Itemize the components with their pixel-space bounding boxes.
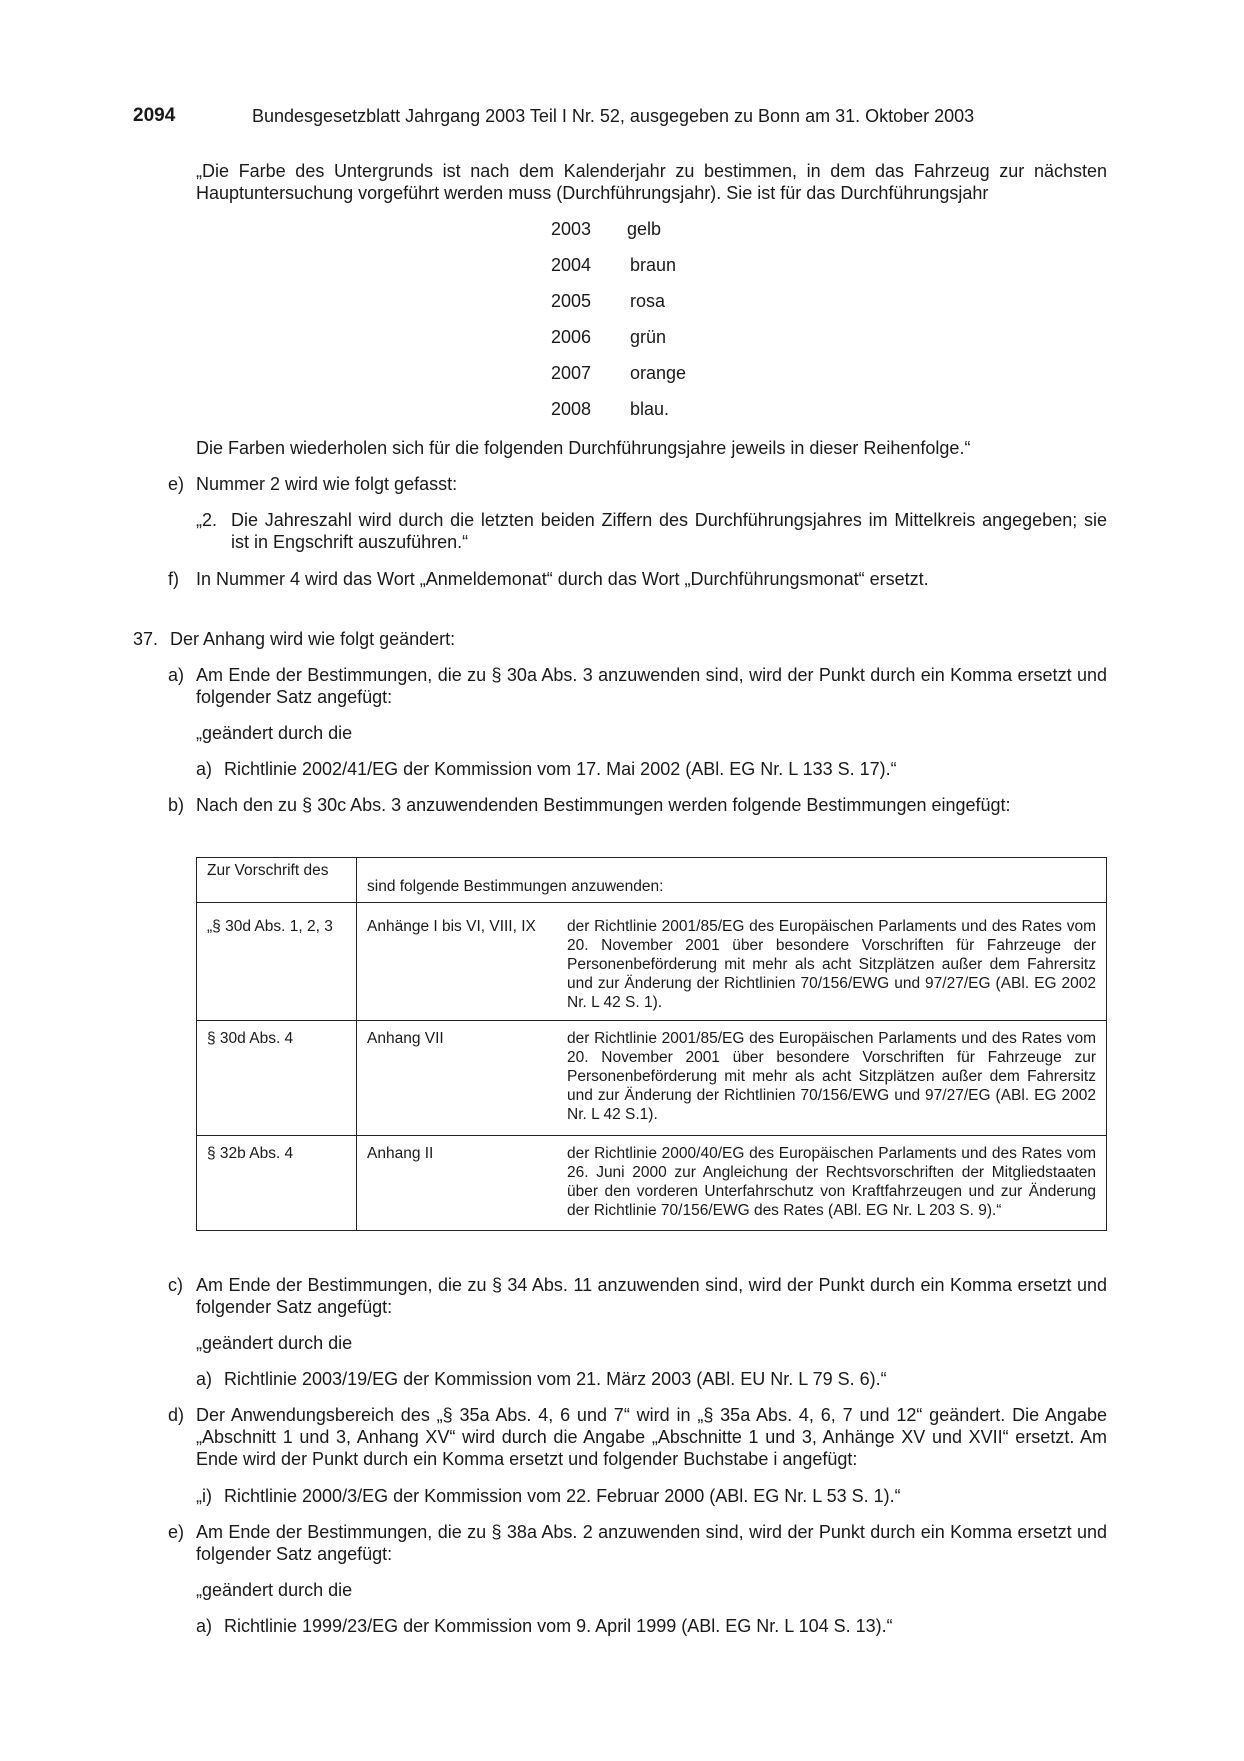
page-header-title: Bundesgesetzblatt Jahrgang 2003 Teil I Nr. 52, ausgegeben zu Bonn am 31. Oktober 2003 [252,106,975,126]
section-37-e-quote: „geändert durch die [196,1580,353,1600]
item-f-text: In Nummer 4 wird das Wort „Anmeldemonat“ durch das Wort „Durchführungsmonat“ ersetzt. [196,569,929,589]
section-37-a-label: a) [168,665,185,685]
color-name: rosa [630,291,666,311]
section-37-e-text: Am Ende der Bestimmungen, die zu § 38a Abs. 2 anzuwenden sind, wird der Punkt durch ein Komma ersetzt und folgender Satz angefügt: [196,1522,1107,1564]
table-cell-anhang: Anhänge I bis VI, VIII, IX [367,918,536,935]
section-37-b-text: Nach den zu § 30c Abs. 3 anzuwendenden Bestimmungen werden folgende Bestimmungen eingefügt: [196,795,1011,815]
section-37-b-label: b) [168,795,185,815]
color-name: grün [630,327,667,347]
section-37-e-sub-label: a) [196,1616,213,1636]
table-cell-vorschrift: „§ 30d Abs. 1, 2, 3 [197,903,357,1021]
section-37-d-text: Der Anwendungsbereich des „§ 35a Abs. 4, 6 und 7“ wird in „§ 35a Abs. 4, 6, 7 und 12“ geändert. Die Angabe „Abschnitt 1 und 3, Anhang XV“ wird durch die Angabe „Abschnitte 1 und 3, Anhänge XV und XVII“ ersetzt. Am Ende wird der Punkt durch ein Komma ersetzt und folgender Buchstabe i angefügt: [196,1405,1107,1469]
color-year: 2004 [551,255,592,275]
section-37-e-label: e) [168,1522,185,1542]
section-37-c-sub-label: a) [196,1369,213,1389]
table-cell-vorschrift: § 30d Abs. 4 [197,1021,357,1136]
item-e-sub-label: „2. [196,510,218,530]
table-row [197,1021,1107,1136]
table-cell-content [357,1136,1107,1231]
table-header-row [197,858,1107,903]
table-cell-vorschrift: § 32b Abs. 4 [197,1136,357,1231]
table-cell-text: der Richtlinie 2000/40/EG des Europäischen Parlaments und des Rates vom 26. Juni 2000 zur Angleichung der Rechtsvorschriften der Mitgliedstaaten über den vorderen Unterfahrschutz von Kraftfahrzeugen und zur Änderung der Richtlinie 70/156/EWG des Rates (ABl. EG Nr. L 203 S. 9).“ [567,1145,1096,1219]
table-header-bestimmungen: sind folgende Bestimmungen anzuwenden: [357,858,1107,903]
section-37-a-quote: „geändert durch die [196,723,353,743]
section-37-label: 37. [133,629,159,649]
section-37-text: Der Anhang wird wie folgt geändert: [170,629,456,649]
section-37-e-sub-text: Richtlinie 1999/23/EG der Kommission vom 9. April 1999 (ABl. EG Nr. L 104 S. 13).“ [224,1616,893,1636]
intro-paragraph: „Die Farbe des Untergrunds ist nach dem Kalenderjahr zu bestimmen, in dem das Fahrzeug zur nächsten Hauptuntersuchung vorgeführt werden muss (Durchführungsjahr). Sie ist für das Durchführungsjahr [196,161,1107,203]
table-row [197,1136,1107,1231]
provisions-table [196,857,1107,1231]
section-37-d-sub-label: „i) [196,1486,212,1506]
item-e-sub-text: Die Jahreszahl wird durch die letzten beiden Ziffern des Durchführungsjahres im Mittelkreis angegeben; sie ist in Engschrift auszuführen.“ [231,510,1107,552]
table-cell-content [357,903,1107,1021]
color-name: braun [630,255,677,275]
page-number: 2094 [133,105,176,126]
color-name: gelb [627,219,662,239]
section-37-c-sub-text: Richtlinie 2003/19/EG der Kommission vom 21. März 2003 (ABl. EU Nr. L 79 S. 6).“ [224,1369,887,1389]
item-e-label: e) [168,474,185,494]
table-cell-text: der Richtlinie 2001/85/EG des Europäischen Parlaments und des Rates vom 20. November 2001 über besondere Vorschriften für Fahrzeuge zur Personenbeförderung mit mehr als acht Sitzplätzen außer dem Fahrersitz und zur Änderung der Richtlinien 70/156/EWG und 97/27/EG (ABl. EG 2002 Nr. L 42 S.1). [567,1030,1096,1123]
color-year: 2007 [551,363,592,383]
section-37-d-label: d) [168,1405,185,1425]
color-year: 2003 [551,219,592,239]
section-37-c-label: c) [168,1275,183,1295]
color-name: blau. [630,399,670,419]
table-cell-content [357,1021,1107,1136]
section-37-a-sub-text: Richtlinie 2002/41/EG der Kommission vom 17. Mai 2002 (ABl. EG Nr. L 133 S. 17).“ [224,759,897,779]
color-name: orange [630,363,687,383]
section-37-c-quote: „geändert durch die [196,1333,353,1353]
color-year: 2008 [551,399,592,419]
section-37-a-sub-label: a) [196,759,213,779]
item-e-text: Nummer 2 wird wie folgt gefasst: [196,474,458,494]
repeat-note: Die Farben wiederholen sich für die folgenden Durchführungsjahre jeweils in dieser Reihenfolge.“ [196,438,971,458]
item-f-label: f) [168,569,179,589]
section-37-c-text: Am Ende der Bestimmungen, die zu § 34 Abs. 11 anzuwenden sind, wird der Punkt durch ein Komma ersetzt und folgender Satz angefügt: [196,1275,1107,1317]
table-header-vorschrift: Zur Vorschrift des [197,858,357,903]
section-37-d-sub-text: Richtlinie 2000/3/EG der Kommission vom 22. Februar 2000 (ABl. EG Nr. L 53 S. 1).“ [224,1486,901,1506]
table-cell-text: der Richtlinie 2001/85/EG des Europäischen Parlaments und des Rates vom 20. November 2001 über besondere Vorschriften für Fahrzeuge der Personenbeförderung mit mehr als acht Sitzplätzen außer dem Fahrersitz und zur Änderung der Richtlinien 70/156/EWG und 97/27/EG (ABl. EG 2002 Nr. L 42 S. 1). [567,918,1096,1011]
table-cell-anhang: Anhang VII [367,1030,444,1047]
color-year: 2005 [551,291,592,311]
table-cell-anhang: Anhang II [367,1145,434,1162]
section-37-a-text: Am Ende der Bestimmungen, die zu § 30a Abs. 3 anzuwenden sind, wird der Punkt durch ein Komma ersetzt und folgender Satz angefügt: [196,665,1107,707]
table-row [197,903,1107,1021]
color-year: 2006 [551,327,592,347]
